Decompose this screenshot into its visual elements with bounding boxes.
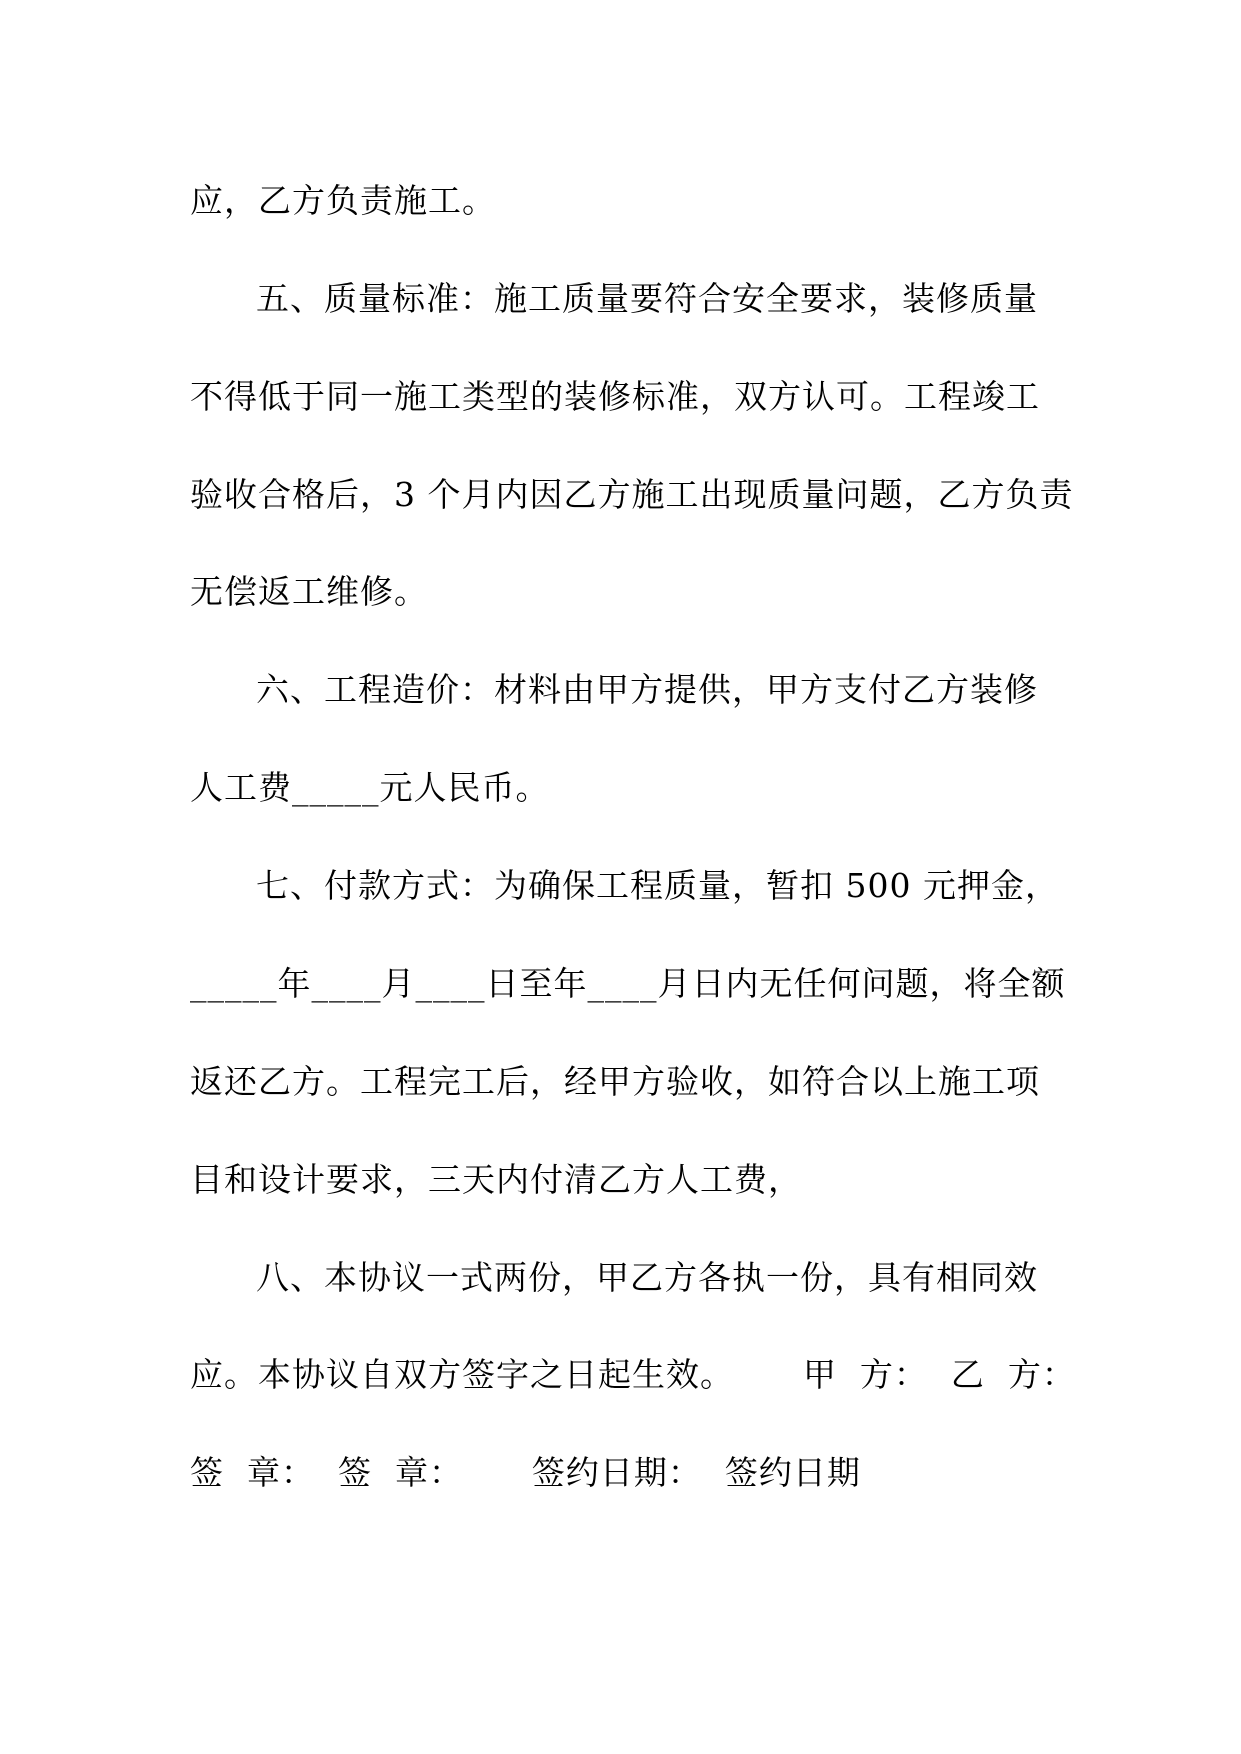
clause-6-heading-line: 六、工程造价：材料由甲方提供，甲方支付乙方装修 (256, 670, 1038, 709)
clause-8-heading-line: 八、本协议一式两份，甲乙方各执一份，具有相同效 (256, 1258, 1038, 1297)
clause-7-heading-line: 七、付款方式：为确保工程质量，暂扣 500 元押金， (256, 866, 1059, 905)
text-line-5: 无偿返工维修。 (190, 572, 428, 611)
signature-parties-line: 应。本协议自双方签字之日起生效。 甲 方： 乙 方： (190, 1355, 1076, 1394)
clause-5-heading-line: 五、质量标准：施工质量要符合安全要求，装修质量 (256, 279, 1038, 318)
text-line-7: 人工费_____元人民币。 (190, 768, 550, 807)
text-line-11: 目和设计要求，三天内付清乙方人工费， (190, 1160, 802, 1199)
text-line-4: 验收合格后，3 个月内因乙方施工出现质量问题，乙方负责 (190, 475, 1074, 514)
text-line-3: 不得低于同一施工类型的装修标准，双方认可。工程竣工 (190, 377, 1040, 416)
text-line-10: 返还乙方。工程完工后，经甲方验收，如符合以上施工项 (190, 1062, 1040, 1101)
text-line-1: 应，乙方负责施工。 (190, 181, 496, 220)
text-line-9: _____年____月____日至年____月日内无任何问题，将全额 (190, 964, 1066, 1003)
signature-date-line: 签 章： 签 章： 签约日期： 签约日期 (190, 1453, 861, 1492)
